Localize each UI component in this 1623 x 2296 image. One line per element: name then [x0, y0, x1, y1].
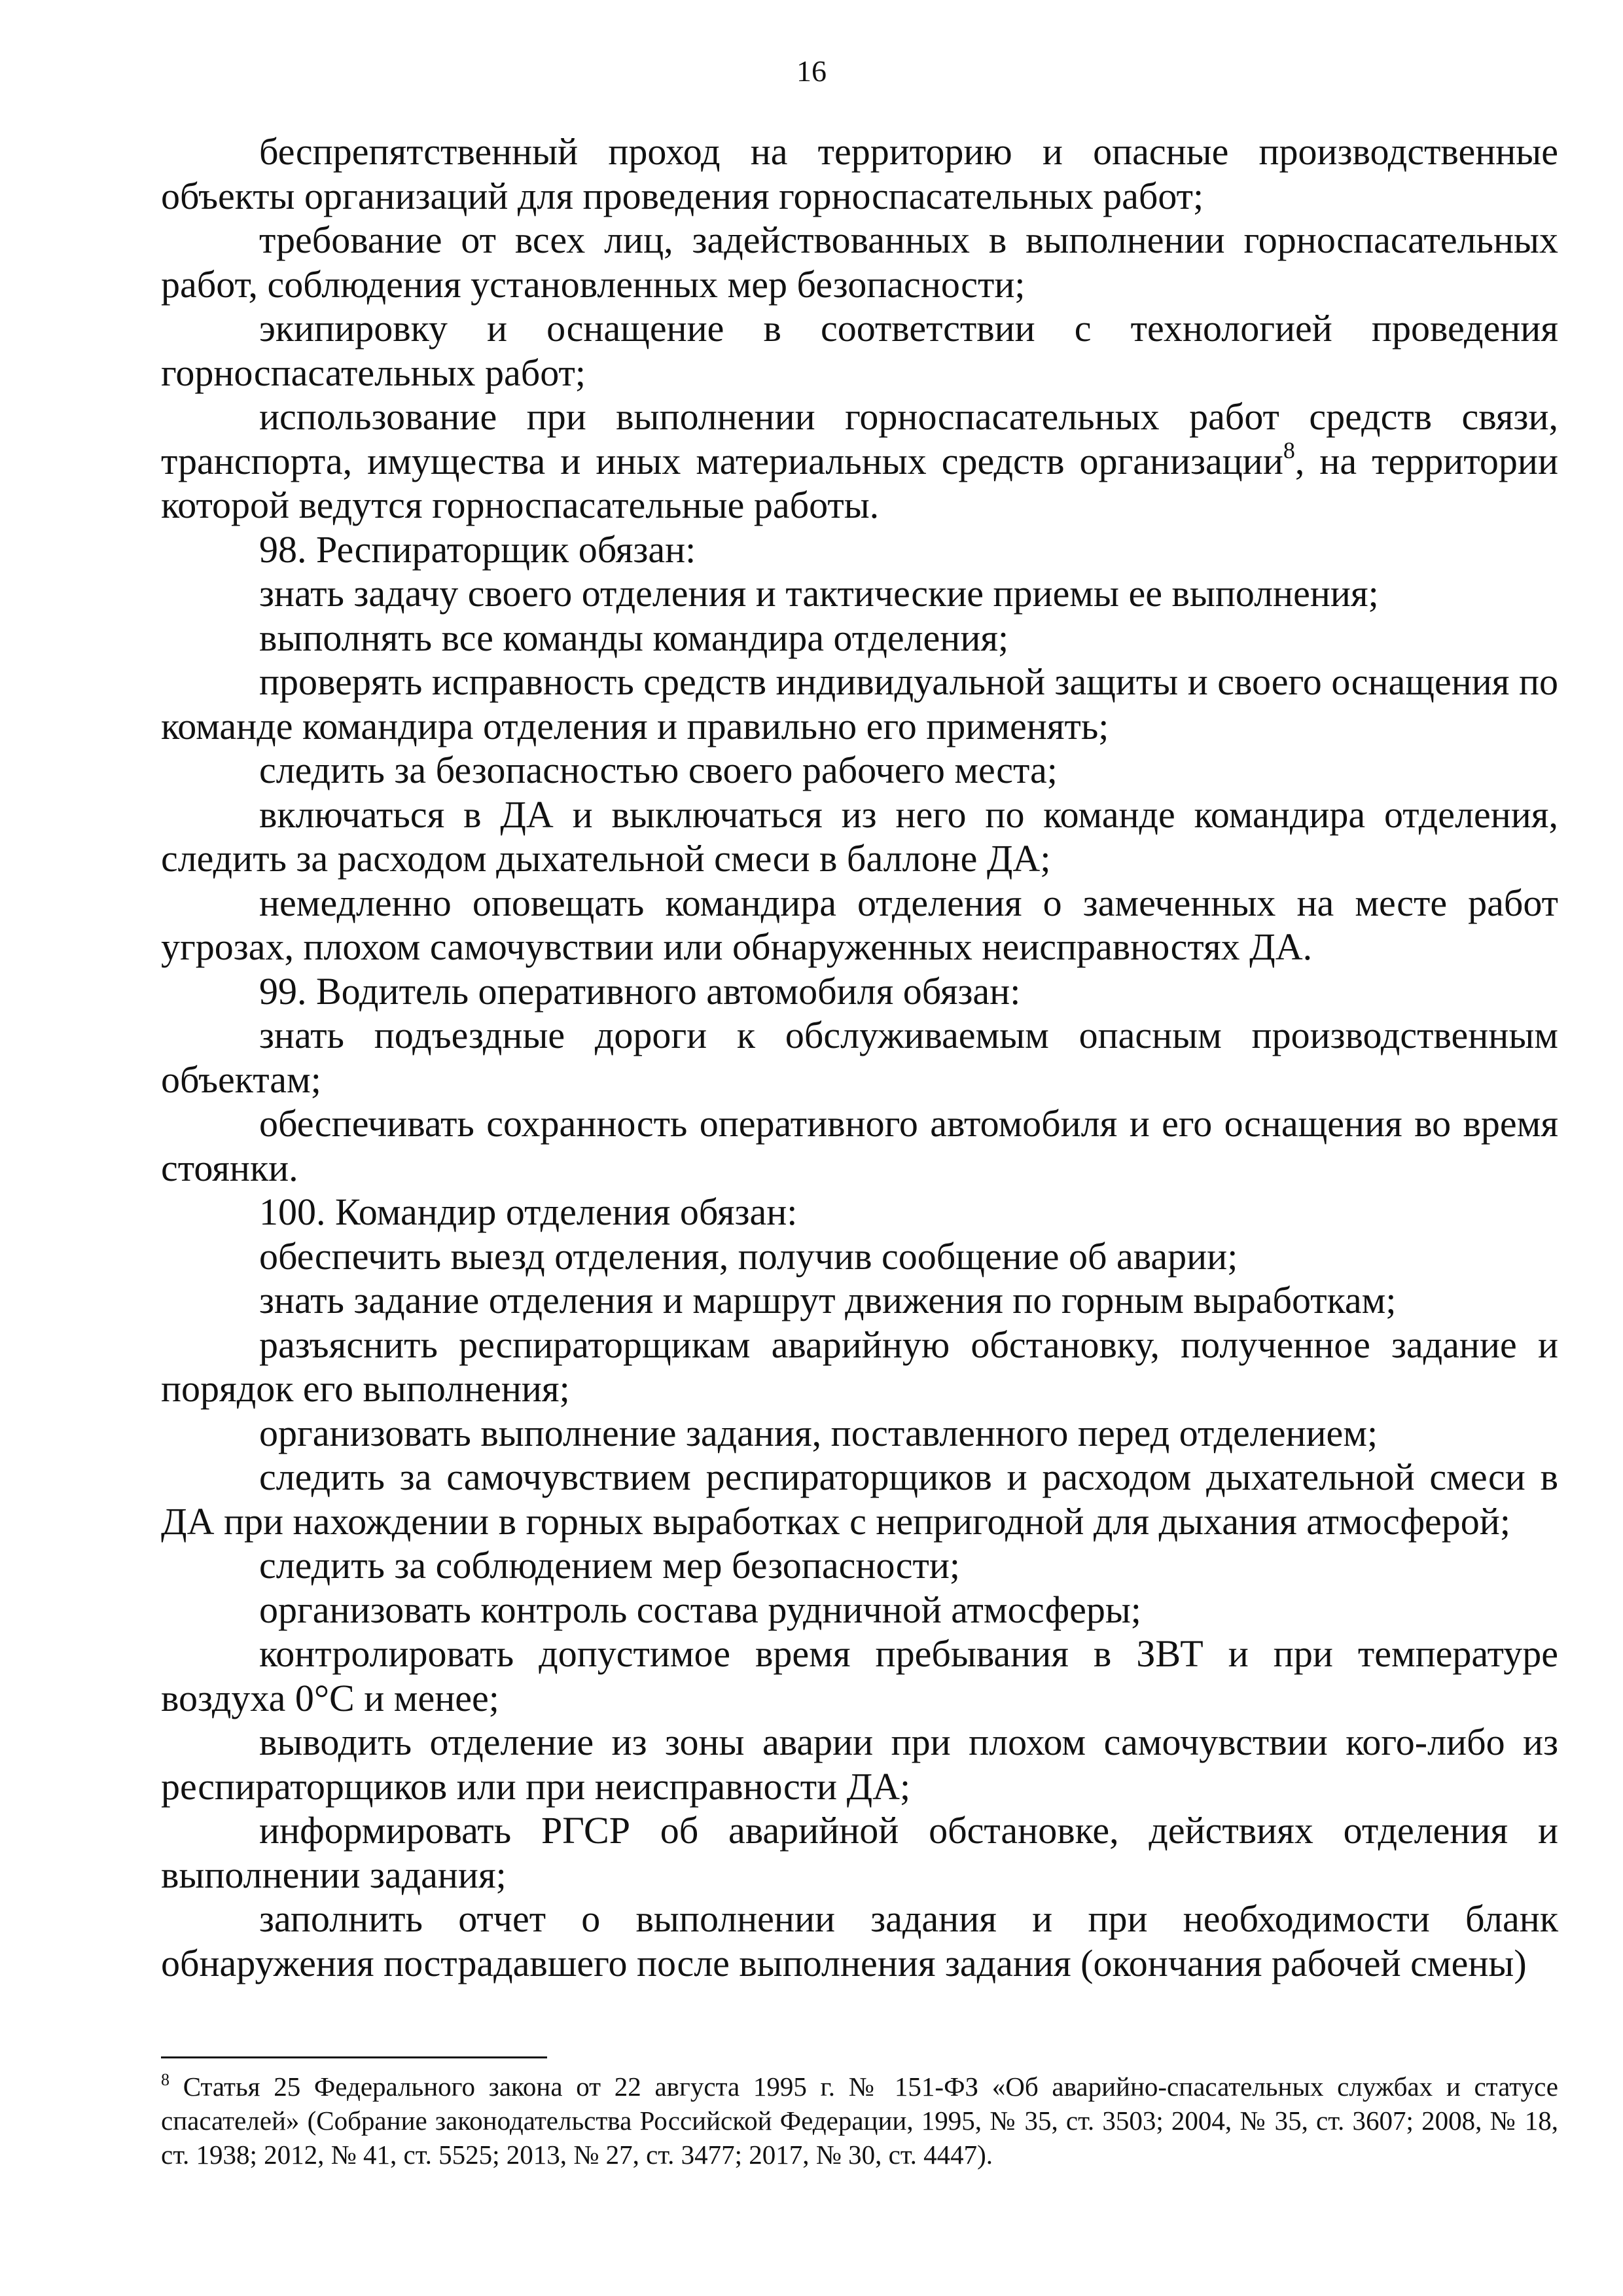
paragraph: немедленно оповещать командира отделения о замеченных на месте работ угрозах, плохом самочувствии или обнаруженных неисправностях ДА. — [161, 881, 1558, 968]
paragraph: организовать выполнение задания, поставленного перед отделением; — [259, 1411, 1378, 1454]
paragraph: контролировать допустимое время пребывания в ЗВТ и при температуре воздуха 0°С и менее; — [161, 1632, 1558, 1719]
section-heading-100: 100. Командир отделения обязан: — [259, 1191, 798, 1233]
paragraph-text: использование при выполнении горноспасательных работ средств связи, транспорта, имущества и иных материальных средств организации — [161, 395, 1558, 482]
paragraph: следить за безопасностью своего рабочего места; — [259, 749, 1058, 791]
paragraph: следить за соблюдением мер безопасности; — [259, 1544, 961, 1587]
paragraph-with-footnote — [161, 395, 1558, 528]
document-body — [161, 130, 1558, 1985]
paragraph: проверять исправность средств индивидуальной защиты и своего оснащения по команде командира отделения и правильно его применять; — [161, 660, 1558, 747]
paragraph: требование от всех лиц, задействованных в выполнении горноспасательных работ, соблюдения установленных мер безопасности; — [161, 219, 1558, 306]
paragraph: знать задачу своего отделения и тактические приемы ее выполнения; — [259, 572, 1379, 615]
paragraph: знать задание отделения и маршрут движения по горным выработкам; — [259, 1279, 1397, 1321]
paragraph: включаться в ДА и выключаться из него по команде командира отделения, следить за расходом дыхательной смеси в баллоне ДА; — [161, 793, 1558, 880]
paragraph: выводить отделение из зоны аварии при плохом самочувствии кого-либо из респираторщиков или при неисправности ДА; — [161, 1721, 1558, 1808]
paragraph-text-continued: , на территории которой ведутся горноспасательные работы. — [161, 439, 1558, 526]
paragraph: заполнить отчет о выполнении задания и при необходимости бланк обнаружения пострадавшего после выполнения задания (окончания рабочей смены) — [161, 1897, 1558, 1984]
paragraph: выполнять все команды командира отделения; — [259, 616, 1009, 659]
section-heading-98: 98. Респираторщик обязан: — [259, 528, 696, 571]
footnote — [161, 2070, 1558, 2172]
paragraph: знать подъездные дороги к обслуживаемым опасным производственным объектам; — [161, 1014, 1558, 1101]
paragraph: информировать РГСР об аварийной обстановке, действиях отделения и выполнении задания; — [161, 1809, 1558, 1896]
paragraph: экипировку и оснащение в соответствии с технологией проведения горноспасательных работ; — [161, 307, 1558, 394]
paragraph: обеспечить выезд отделения, получив сообщение об аварии; — [259, 1234, 1238, 1278]
paragraph: обеспечивать сохранность оперативного автомобиля и его оснащения во время стоянки. — [161, 1102, 1558, 1189]
section-heading-99: 99. Водитель оперативного автомобиля обязан: — [259, 969, 1021, 1013]
footnote-text: Статья 25 Федерального закона от 22 августа 1995 г. № 151-ФЗ «Об аварийно-спасательных службах и статусе спасателей» (Собрание законодательства Российской Федерации, 1995, № 35, ст. 3503; 2004, № 35, ст. 3607; 2008, № 18, ст. 1938; 2012, № 41, ст. 5525; 2013, № 27, ст. 3477; 2017, № 30, ст. 4447). — [161, 2072, 1558, 2170]
paragraph: следить за самочувствием респираторщиков и расходом дыхательной смеси в ДА при нахождении в горных выработках с непригодной для дыхания атмосферой; — [161, 1456, 1558, 1543]
paragraph: организовать контроль состава рудничной атмосферы; — [259, 1588, 1141, 1631]
paragraph: беспрепятственный проход на территорию и опасные производственные объекты организаций для проведения горноспасательных работ; — [161, 130, 1558, 217]
footnote-mark: 8 — [161, 2070, 169, 2089]
page-number: 16 — [796, 54, 827, 88]
footnote-reference[interactable]: 8 — [1283, 437, 1295, 463]
footnote-divider — [161, 2056, 547, 2058]
paragraph: разъяснить респираторщикам аварийную обстановку, полученное задание и порядок его выполнения; — [161, 1323, 1558, 1410]
